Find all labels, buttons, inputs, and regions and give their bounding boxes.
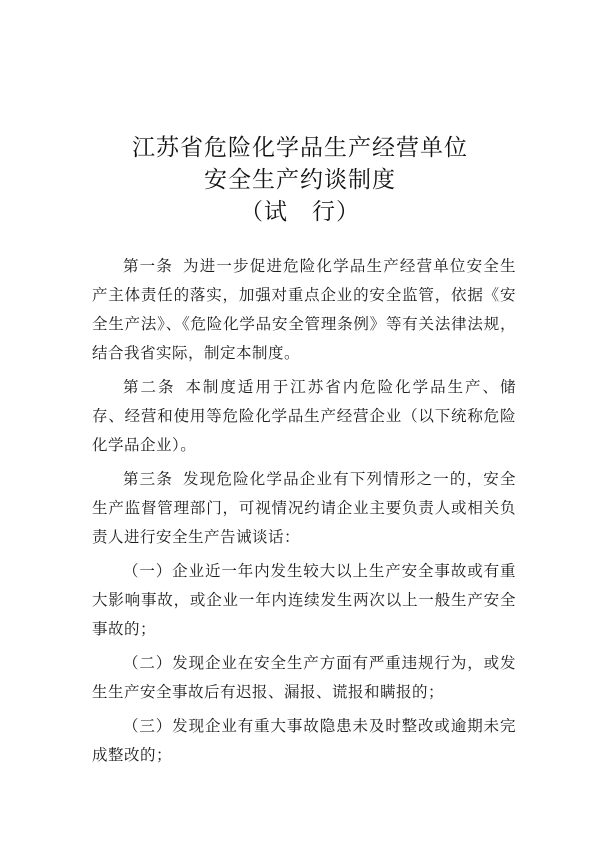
clause-1-paragraph bbox=[92, 557, 516, 644]
clause-3-text: （三）发现企业有重大事故隐患未及时整改或逾期未完成整改的； bbox=[92, 717, 516, 764]
article-1-paragraph bbox=[92, 252, 516, 368]
article-3-paragraph bbox=[92, 465, 516, 552]
document-title bbox=[0, 132, 600, 228]
article-1-text: 为进一步促进危险化学品生产经营单位安全生产主体责任的落实，加强对重点企业的安全监管，依据《安全生产法》、《危险化学品安全管理条例》等有关法律法规，结合我省实际，制定本制度。 bbox=[92, 257, 516, 362]
article-2-paragraph bbox=[92, 373, 516, 460]
document-body bbox=[92, 252, 516, 775]
title-line-1: 江苏省危险化学品生产经营单位 bbox=[132, 135, 468, 161]
clause-1-text: （一）企业近一年内发生较大以上生产安全事故或有重大影响事故，或企业一年内连续发生两次以上一般生产安全事故的； bbox=[92, 562, 516, 638]
article-3-text: 发现危险化学品企业有下列情形之一的，安全生产监督管理部门，可视情况约请企业主要负责人或相关负责人进行安全生产告诫谈话： bbox=[92, 470, 516, 546]
title-line-2: 安全生产约谈制度 bbox=[204, 167, 396, 193]
article-2-text: 本制度适用于江苏省内危险化学品生产、储存、经营和使用等危险化学品生产经营企业（以下统称危险化学品企业）。 bbox=[92, 378, 516, 454]
clause-3-paragraph bbox=[92, 712, 516, 770]
clause-2-text: （二）发现企业在安全生产方面有严重违规行为，或发生生产安全事故后有迟报、漏报、谎报和瞒报的； bbox=[92, 654, 516, 701]
article-1-label: 第一条 bbox=[123, 257, 174, 275]
article-3-label: 第三条 bbox=[123, 470, 174, 488]
article-2-label: 第二条 bbox=[123, 378, 176, 396]
title-line-3: （试 行） bbox=[240, 199, 360, 225]
clause-2-paragraph bbox=[92, 649, 516, 707]
